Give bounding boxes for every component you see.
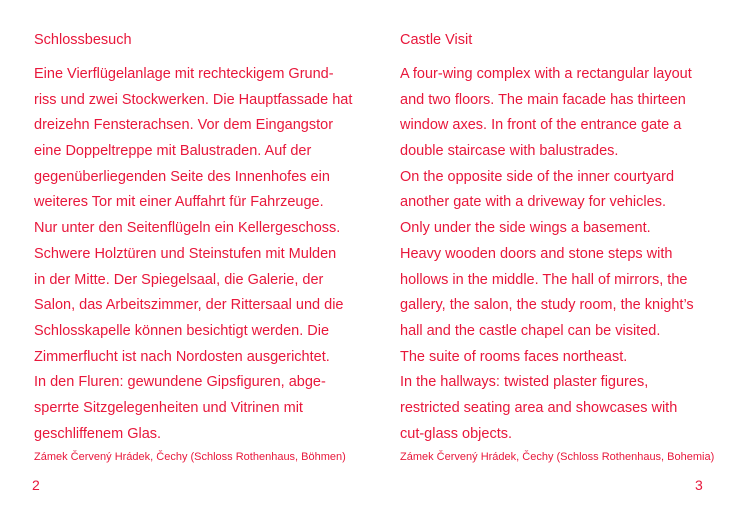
body-line: Zimmerflucht ist nach Nordosten ausgerichtet. (34, 348, 330, 365)
body-line: dreizehn Fensterachsen. Vor dem Eingangstor (34, 117, 334, 134)
body-line: In the hallways: twisted plaster figures, (400, 374, 649, 391)
right-page-body (400, 62, 694, 447)
body-line: Salon, das Arbeitszimmer, der Rittersaal und die (34, 297, 344, 314)
body-line: Eine Vierflügelanlage mit rechteckigem Grund- (34, 66, 334, 82)
body-line: In den Fluren: gewundene Gipsfiguren, abge- (34, 374, 326, 391)
left-page-title: Schlossbesuch (34, 32, 132, 48)
left-page (34, 0, 354, 520)
body-line: cut-glass objects. (400, 425, 513, 442)
right-page-caption: Zámek Červený Hrádek, Čechy (Schloss Rothenhaus, Bohemia) (400, 451, 715, 463)
body-line: another gate with a driveway for vehicles. (400, 194, 666, 211)
body-line: sperrte Sitzgelegenheiten und Vitrinen mit (34, 399, 303, 416)
body-line: The suite of rooms faces northeast. (400, 348, 628, 365)
right-page (400, 0, 715, 520)
body-line: weiteres Tor mit einer Auffahrt für Fahrzeuge. (34, 194, 324, 211)
body-line: geschliffenem Glas. (34, 425, 162, 442)
body-line: in der Mitte. Der Spiegelsaal, die Galerie, der (34, 271, 324, 288)
body-line: window axes. In front of the entrance gate a (400, 117, 682, 134)
left-page-body (34, 62, 352, 447)
body-line: A four-wing complex with a rectangular layout (400, 66, 692, 82)
body-line: eine Doppeltreppe mit Balustraden. Auf der (34, 143, 312, 160)
body-line: riss und zwei Stockwerken. Die Hauptfassade hat (34, 91, 353, 108)
left-page-number: 2 (32, 477, 40, 493)
body-line: Schlosskapelle können besichtigt werden. Die (34, 322, 330, 339)
body-line: Nur unter den Seitenflügeln ein Kellergeschoss. (34, 220, 341, 237)
body-line: hall and the castle chapel can be visited. (400, 322, 661, 339)
body-line: Heavy wooden doors and stone steps with (400, 245, 673, 262)
body-line: double staircase with balustrades. (400, 143, 619, 160)
right-page-title: Castle Visit (400, 32, 473, 48)
body-line: On the opposite side of the inner courtyard (400, 168, 675, 185)
body-line: and two floors. The main facade has thirteen (400, 91, 686, 108)
left-page-caption: Zámek Červený Hrádek, Čechy (Schloss Rothenhaus, Böhmen) (34, 451, 346, 463)
body-line: Only under the side wings a basement. (400, 220, 651, 237)
body-line: hollows in the middle. The hall of mirrors, the (400, 271, 688, 288)
body-line: restricted seating area and showcases with (400, 399, 678, 416)
body-line: gallery, the salon, the study room, the knight’s (400, 297, 694, 314)
right-page-number: 3 (695, 477, 703, 493)
body-line: gegenüberliegenden Seite des Innenhofes ein (34, 168, 330, 185)
body-line: Schwere Holztüren und Steinstufen mit Mulden (34, 245, 337, 262)
